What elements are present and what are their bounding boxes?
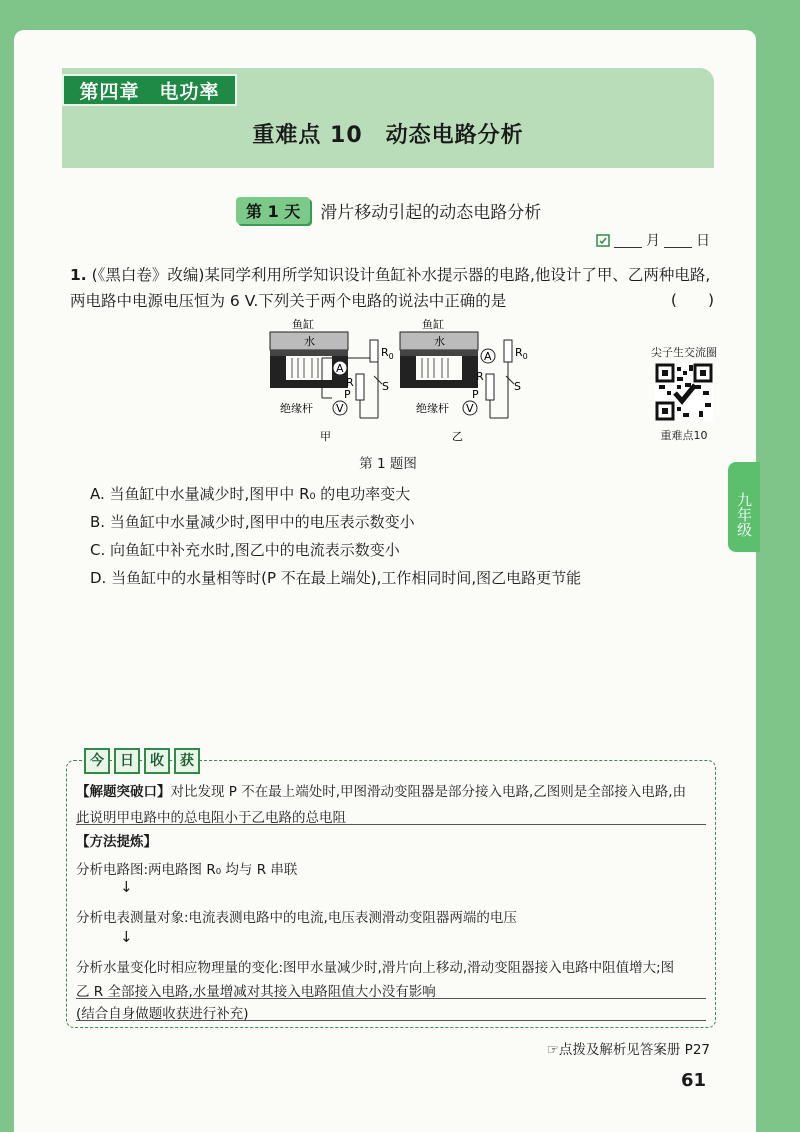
day-title: 滑片移动引起的动态电路分析 (320, 202, 542, 223)
ammeter-a: A (336, 362, 344, 375)
label-b: 乙 (452, 430, 463, 443)
figure-caption: 第 1 题图 (359, 456, 417, 472)
voltmeter-b: V (466, 402, 474, 415)
option-c[interactable]: C. 向鱼缸中补充水时,图乙中的电流表示数变小 (90, 541, 400, 559)
harvest-char-2: 日 (114, 748, 140, 774)
circuit-b (400, 318, 528, 443)
answer-reference: ☞点拨及解析见答案册 P27 (546, 1042, 710, 1058)
method-step-1: 分析电路图:两电路图 R₀ 均与 R 串联 (76, 862, 298, 878)
method-step-2: 分析电表测量对象:电流表测电路中的电流,电压表测滑动变阻器两端的电压 (76, 910, 517, 926)
rod-label-b: 绝缘杆 (416, 402, 449, 415)
harvest-char-3: 收 (144, 748, 170, 774)
harvest-char-1: 今 (84, 748, 110, 774)
option-b[interactable]: B. 当鱼缸中水量减少时,图甲中的电压表示数变小 (90, 513, 415, 531)
day-label: 日 (696, 233, 710, 249)
water-label-a: 水 (304, 335, 315, 348)
qr-top-label: 尖子生交流圈 (651, 346, 717, 359)
rod-label-a: 绝缘杆 (280, 402, 313, 415)
s-label-a: S (382, 380, 389, 393)
r-label-a: R (346, 376, 354, 389)
s-label-b: S (514, 380, 521, 393)
down-arrow-icon-2: ↓ (120, 928, 133, 946)
down-arrow-icon: ↓ (120, 878, 133, 896)
breakthrough-text-1: 对比发现 P 不在最上端处时,甲图滑动变阻器是部分接入电路,乙图则是全部接入电路,由 (170, 784, 687, 800)
month-blank[interactable] (614, 233, 642, 248)
page-number: 61 (680, 1070, 706, 1091)
rule-1 (76, 824, 706, 825)
date-row (596, 230, 710, 250)
question-body: (《黑白卷》改编)某同学利用所学知识设计鱼缸补水提示器的电路,他设计了甲、乙两种电路,两电路中电源电压恒为 6 V.下列关于两个电路的说法中正确的是 (70, 266, 711, 310)
qr-code-icon[interactable] (655, 363, 713, 421)
answer-paren: ( ) (670, 291, 714, 309)
r0-label-b: $R_0$ (515, 346, 528, 361)
day-header (236, 196, 541, 224)
day-blank[interactable] (664, 233, 692, 248)
breakthrough-line-2: 此说明甲电路中的总电阻小于乙电路的总电阻 (76, 810, 346, 826)
calendar-check-icon (596, 233, 610, 247)
method-step-3b: 乙 R 全部接入电路,水量增减对其接入电路阻值大小没有影响 (76, 984, 436, 1000)
method-step-3a: 分析水量变化时相应物理量的变化:图甲水量减少时,滑片向上移动,滑动变阻器接入电路中阻值增大;图 (76, 960, 675, 976)
tank-label-a: 鱼缸 (292, 318, 314, 331)
tank-label-b: 鱼缸 (422, 318, 444, 331)
label-a: 甲 (320, 430, 331, 443)
r-label-b: R (476, 370, 484, 383)
rule-2 (76, 998, 706, 999)
supplement-note: (结合自身做题收获进行补充) (76, 1006, 249, 1022)
circuit-a (270, 318, 394, 443)
p-label-b: P (472, 388, 479, 401)
qr-block[interactable] (642, 344, 726, 443)
r0-sub-b: 0 (522, 352, 528, 361)
grade-side-tab: 九年级 (728, 462, 760, 552)
option-d[interactable]: D. 当鱼缸中的水量相等时(P 不在最上端处),工作相同时间,图乙电路更节能 (90, 569, 582, 587)
harvest-heading (84, 748, 200, 774)
r0-sub-a: 0 (388, 352, 394, 361)
chapter-tab: 第四章 电功率 (62, 74, 237, 106)
ammeter-b: A (484, 350, 492, 363)
voltmeter-a: V (336, 402, 344, 415)
method-label: 【方法提炼】 (76, 834, 157, 850)
question-number: 1. (70, 266, 87, 284)
circuit-figure (260, 318, 540, 448)
section-title: 重难点 10 动态电路分析 (252, 123, 524, 148)
question-text (70, 262, 720, 314)
breakthrough-label: 【解题突破口】 (76, 784, 171, 800)
options-list (90, 480, 581, 592)
harvest-char-4: 获 (174, 748, 200, 774)
month-label: 月 (646, 233, 660, 249)
rule-3 (76, 1020, 706, 1021)
option-a[interactable]: A. 当鱼缸中水量减少时,图甲中 R₀ 的电功率变大 (90, 485, 411, 503)
day-badge: 第 1 天 (236, 197, 310, 224)
r0-label-a: $R_0$ (381, 346, 394, 361)
breakthrough-line-1 (76, 780, 686, 800)
p-label-a: P (344, 388, 351, 401)
qr-bottom-label: 重难点10 (660, 429, 708, 442)
water-label-b: 水 (434, 335, 445, 348)
